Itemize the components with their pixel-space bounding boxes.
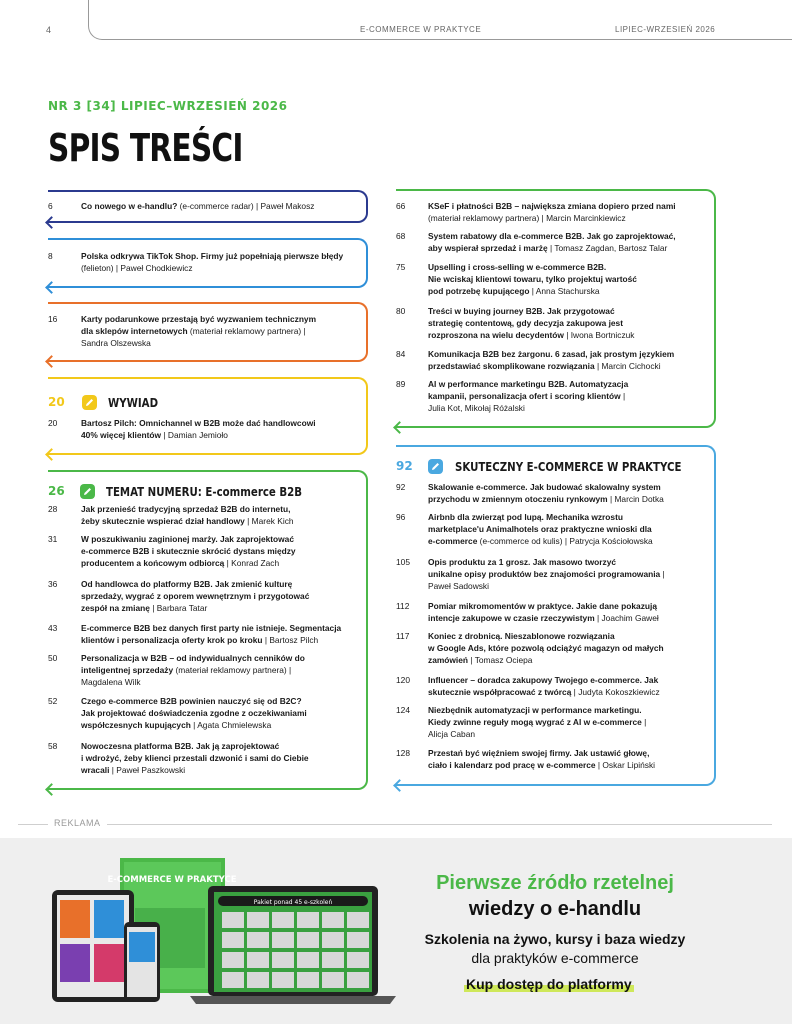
- entry-page-number: 43: [48, 623, 58, 633]
- page-header: [0, 0, 792, 50]
- page-number: 4: [46, 25, 52, 35]
- entry-title: Influencer – doradca zakupowy Twojego e-commerce. Jak skutecznie współpracować z twórcą | Judyta Kokoszkiewicz: [428, 675, 660, 698]
- entry-title: Komunikacja B2B bez żargonu. 6 zasad, jak prostym językiem przedstawiać skomplikowane rozwiązania | Marcin Cichocki: [428, 349, 675, 372]
- entry-page-number: 8: [48, 251, 53, 261]
- entry-title: Jak przenieść tradycyjną sprzedaż B2B do internetu, żeby skutecznie wspierać dział handlowy | Marek Kich: [81, 504, 294, 527]
- entry-page-number: 58: [48, 741, 58, 751]
- entry-title: Skalowanie e-commerce. Jak budować skalowalny system przychodu w zmiennym otoczeniu rynkowym | Marcin Dotka: [428, 482, 664, 505]
- entry-page-number: 96: [396, 512, 406, 522]
- entry-title: Co nowego w e-handlu? (e-commerce radar) | Paweł Makosz: [81, 201, 315, 211]
- entry-title: Koniec z drobnicą. Nieszablonowe rozwiązania w Google Ads, które pozwolą odciążyć magazyn od małych zamówień | Tomasz Ociepa: [428, 631, 664, 666]
- pencil-icon: [428, 459, 443, 474]
- laptop-banner: Pakiet ponad 45 e-szkoleń: [253, 899, 333, 906]
- ad-line-2: dla praktyków e-commerce: [471, 950, 639, 966]
- entry-page-number: 68: [396, 231, 406, 241]
- section-temat-number: 26: [48, 484, 65, 498]
- ad-banner[interactable]: [0, 838, 792, 1024]
- entry-page-number: 36: [48, 579, 58, 589]
- entry-title: E-commerce B2B bez danych first party nie istnieje. Segmentacja klientów i personalizacja oferty krok po kroku | Bartosz Pilch: [81, 623, 342, 646]
- entry-title: W poszukiwaniu zaginionej marży. Jak zaprojektować e-commerce B2B i skutecznie skrócić dystans między producentem a końcowym odbiorcą | Konrad Zach: [81, 534, 296, 569]
- entry-title: Przestań być więźniem swojej firmy. Jak ustawić głowę, ciało i kalendarz pod pracę w e-commerce | Oskar Lipiński: [428, 748, 656, 771]
- entry-page-number: 92: [396, 482, 406, 492]
- header-rule: [88, 0, 792, 40]
- entry-title: Pomiar mikromomentów w praktyce. Jakie dane pokazują intencje zakupowe w czasie rzeczywistym | Joachim Gaweł: [428, 601, 659, 624]
- entry-page-number: 75: [396, 262, 406, 272]
- pencil-icon: [82, 395, 97, 410]
- toc-frame: [48, 377, 368, 455]
- section-temat-label: TEMAT NUMERU: E-commerce B2B: [106, 485, 303, 499]
- section-skuteczny-number: 92: [396, 459, 413, 473]
- entry-title: Upselling i cross-selling w e-commerce B2B. Nie wciskaj klientowi towaru, tylko projektuj wartość pod potrzebę kupującego | Anna Stachurska: [428, 262, 637, 297]
- entry-page-number: 6: [48, 201, 53, 211]
- ad-cta-link[interactable]: Kup dostęp do platformy: [466, 976, 632, 992]
- entry-title: System rabatowy dla e-commerce B2B. Jak go zaprojektować, aby wspierał sprzedaż i marżę | Tomasz Zagdan, Bartosz Talar: [428, 231, 676, 254]
- entry-page-number: 112: [396, 601, 410, 611]
- issue-line: NR 3 [34] LIPIEC–WRZESIEŃ 2026: [48, 99, 288, 113]
- entry-page-number: 20: [48, 418, 58, 428]
- ad-divider: [18, 824, 772, 825]
- magazine-name: E-COMMERCE W PRAKTYCE: [360, 25, 482, 34]
- entry-page-number: 80: [396, 306, 406, 316]
- entry-title: Niezbędnik automatyzacji w performance marketingu. Kiedy zwinne reguły mogą wygrać z AI w e-commerce | Alicja Caban: [428, 705, 647, 740]
- section-wywiad-number: 20: [48, 395, 65, 409]
- entry-page-number: 128: [396, 748, 410, 758]
- issue-date: LIPIEC-WRZESIEŃ 2026: [615, 25, 716, 34]
- entry-page-number: 89: [396, 379, 406, 389]
- entry-title: Bartosz Pilch: Omnichannel w B2B może dać handlowcowi 40% więcej klientów | Damian Jemioło: [81, 418, 316, 441]
- devices-illustration: [40, 838, 440, 1024]
- entry-title: Polska odkrywa TikTok Shop. Firmy już popełniają pierwsze błędy (felieton) | Paweł Chodkiewicz: [81, 251, 344, 274]
- entry-title: Personalizacja w B2B – od indywidualnych cenników do inteligentnej sprzedaży (materiał reklamowy partnera) | Magdalena Wilk: [81, 653, 305, 688]
- page-title: SPIS TREŚCI: [48, 126, 243, 170]
- entry-title: KSeF i płatności B2B – największa zmiana dopiero przed nami (materiał reklamowy partnera) | Marcin Marcinkiewicz: [428, 201, 676, 224]
- entry-title: Opis produktu za 1 grosz. Jak masowo tworzyć unikalne opisy produktów bez znajomości programowania | Paweł Sadowski: [428, 557, 665, 592]
- entry-title: Nowoczesna platforma B2B. Jak ją zaprojektować i wdrożyć, żeby klienci przestali dzwonić i sami do Ciebie wracali | Paweł Paszkowski: [81, 741, 309, 776]
- ad-headline-2: wiedzy o e-handlu: [468, 898, 642, 920]
- section-wywiad-label: WYWIAD: [108, 396, 159, 410]
- section-skuteczny-label: SKUTECZNY E-COMMERCE W PRAKTYCE: [455, 460, 682, 474]
- ad-label: REKLAMA: [48, 818, 107, 828]
- entry-title: Airbnb dla zwierząt pod lupą. Mechanika wzrostu marketplace'u Animalhotels oraz praktyczne wnioski dla e-commerce (e-commerce od kulis) | Patrycja Kościołowska: [428, 512, 653, 547]
- pencil-icon: [80, 484, 95, 499]
- entry-page-number: 52: [48, 696, 58, 706]
- entry-page-number: 120: [396, 675, 410, 685]
- ad-line-1: Szkolenia na żywo, kursy i baza wiedzy: [424, 931, 686, 947]
- entry-page-number: 50: [48, 653, 58, 663]
- entry-page-number: 66: [396, 201, 406, 211]
- entry-title: AI w performance marketingu B2B. Automatyzacja kampanii, personalizacja ofert i scoring klientów | Julia Kot, Mikołaj Różalski: [428, 379, 629, 414]
- entry-title: Karty podarunkowe przestają być wyzwaniem technicznym dla sklepów internetowych (materiał reklamowy partnera) | Sandra Olszewska: [81, 314, 317, 349]
- cover-title: E-COMMERCE W PRAKTYCE: [107, 875, 237, 885]
- entry-page-number: 84: [396, 349, 406, 359]
- entry-title: Czego e-commerce B2B powinien nauczyć się od B2C? Jak projektować doświadczenia zgodne z oczekiwaniami współczesnych kupujących | Agata Chmielewska: [81, 696, 307, 731]
- entry-page-number: 117: [396, 631, 410, 641]
- entry-title: Od handlowca do platformy B2B. Jak zmienić kulturę sprzedaży, wygrać z oporem wewnętrznym i przygotować zespół na zmianę | Barbara Tatar: [81, 579, 310, 614]
- entry-title: Treści w buying journey B2B. Jak przygotować strategię contentową, gdy decyzja zakupowa jest rozproszona na wielu decydentów | Iwona Bortniczuk: [428, 306, 635, 341]
- entry-page-number: 16: [48, 314, 58, 324]
- entry-page-number: 124: [396, 705, 410, 715]
- entry-page-number: 28: [48, 504, 58, 514]
- entry-page-number: 31: [48, 534, 58, 544]
- ad-headline-1: Pierwsze źródło rzetelnej: [436, 872, 674, 894]
- entry-page-number: 105: [396, 557, 410, 567]
